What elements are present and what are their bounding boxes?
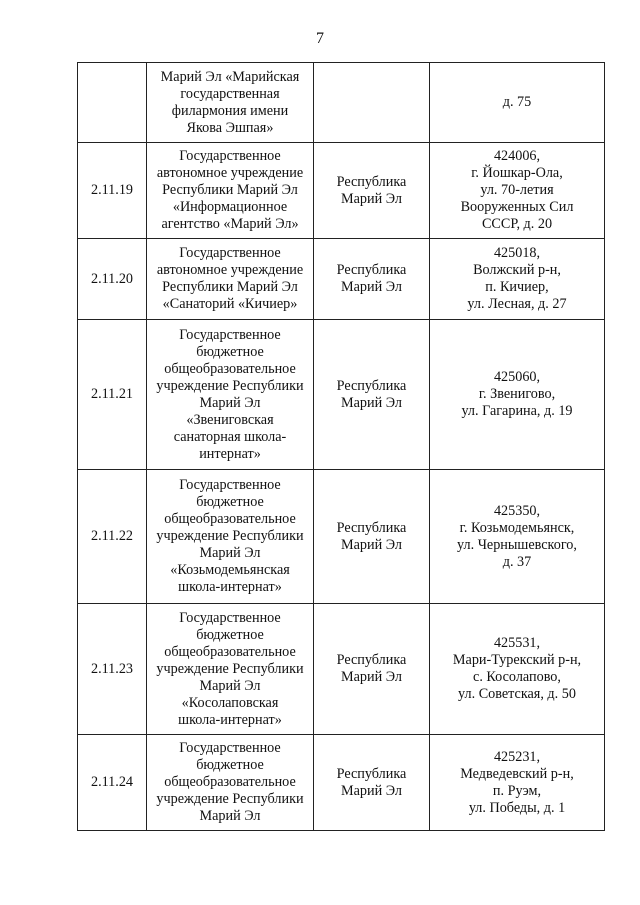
address-line: г. Козьмодемьянск, — [459, 519, 575, 536]
organization-name-cell — [147, 320, 314, 470]
organization-name-line: учреждение Республики — [156, 660, 304, 677]
region-line: Республика — [336, 652, 407, 668]
region-line: Марий Эл — [341, 669, 402, 685]
organization-name-line: общеобразовательное — [164, 774, 296, 790]
organization-name-line: школа-интернат» — [178, 579, 282, 595]
region-cell — [314, 470, 430, 604]
address-line: 425060, — [493, 369, 541, 385]
table-row — [78, 143, 605, 239]
address-line: г. Йошкар-Ола, — [471, 165, 563, 181]
row-number: 2.11.23 — [90, 660, 134, 677]
organization-name-cell — [147, 604, 314, 735]
region-cell — [314, 735, 430, 831]
row-number: 2.11.21 — [90, 386, 134, 402]
address-line: 425231, — [493, 748, 541, 765]
table-row — [78, 470, 605, 604]
organization-name-line: санаторная школа- — [173, 428, 287, 445]
organization-name-line: автономное учреждение — [156, 262, 304, 278]
address-line: Волжский р-н, — [473, 262, 561, 278]
region-line: Марий Эл — [341, 279, 402, 295]
organization-name-line: Якова Эшпая» — [186, 119, 274, 136]
organization-name-line: бюджетное — [196, 494, 264, 510]
organization-name-cell — [147, 239, 314, 320]
organization-name-line: учреждение Республики — [156, 791, 304, 807]
region-line: Марий Эл — [341, 394, 402, 411]
row-number: 2.11.20 — [90, 270, 134, 287]
address-line: п. Кичиер, — [485, 279, 549, 295]
organization-name-line: автономное учреждение — [156, 165, 304, 181]
table-row — [78, 735, 605, 831]
organization-name-line: «Информационное — [172, 199, 288, 215]
row-number-cell — [78, 63, 147, 143]
organization-name-cell — [147, 735, 314, 831]
row-number: 2.11.24 — [90, 774, 134, 790]
table-row — [78, 320, 605, 470]
organization-name-line: учреждение Республики — [156, 528, 304, 544]
region-cell — [314, 239, 430, 320]
address-cell — [430, 470, 605, 604]
region-cell — [314, 320, 430, 470]
row-number-cell — [78, 735, 147, 831]
address-line: ул. 70-летия — [480, 182, 554, 198]
organization-name-cell — [147, 143, 314, 239]
address-line: 424006, — [493, 148, 541, 164]
region-line: Республика — [336, 377, 407, 394]
organization-name-line: интернат» — [199, 445, 261, 462]
address-line: ул. Чернышевского, — [457, 536, 577, 553]
address-cell — [430, 143, 605, 239]
region-line: Марий Эл — [341, 190, 402, 207]
address-line: Медведевский р-н, — [460, 765, 574, 782]
organization-name-line: Марий Эл — [199, 677, 261, 694]
organization-name-line: Государственное — [179, 477, 281, 493]
organization-name-line: общеобразовательное — [164, 511, 296, 527]
table-body — [78, 63, 605, 831]
row-number-cell — [78, 239, 147, 320]
table-row — [78, 239, 605, 320]
row-number: 2.11.22 — [90, 528, 134, 544]
organization-name-line: Государственное — [179, 245, 281, 261]
organization-name-line: Марий Эл — [199, 394, 261, 411]
organization-name-cell — [147, 63, 314, 143]
address-line: ул. Гагарина, д. 19 — [461, 403, 573, 419]
organization-name-line: бюджетное — [196, 343, 264, 360]
address-line: Мари-Турекский р-н, — [452, 652, 582, 668]
table-row — [78, 63, 605, 143]
region-line: Республика — [336, 173, 407, 190]
region-line: Республика — [336, 519, 407, 536]
region-line: Республика — [336, 765, 407, 782]
organization-name-line: бюджетное — [196, 757, 264, 773]
address-line: 425531, — [493, 635, 541, 651]
table-row — [78, 604, 605, 735]
address-line: д. 75 — [502, 94, 532, 110]
address-cell — [430, 604, 605, 735]
address-line: п. Руэм, — [492, 782, 542, 799]
row-number-cell — [78, 604, 147, 735]
organization-name-line: государственная — [180, 85, 280, 102]
organization-name-line: Государственное — [179, 148, 281, 164]
organization-name-line: общеобразовательное — [164, 360, 296, 377]
address-line: ул. Победы, д. 1 — [468, 799, 566, 816]
page-number: 7 — [316, 30, 324, 47]
address-cell — [430, 63, 605, 143]
organization-name-line: «Санаторий «Кичиер» — [162, 296, 298, 312]
organization-name-line: «Косолаповская — [181, 694, 279, 711]
region-line: Марий Эл — [341, 536, 402, 553]
address-line: ул. Лесная, д. 27 — [467, 296, 567, 312]
address-line: Вооруженных Сил — [460, 199, 574, 215]
organization-name-line: филармония имени — [171, 102, 289, 119]
address-line: 425350, — [493, 502, 541, 519]
organization-name-line: Республики Марий Эл — [162, 182, 298, 198]
organization-name-line: учреждение Республики — [156, 377, 304, 394]
address-line: с. Косолапово, — [473, 669, 561, 685]
address-cell — [430, 239, 605, 320]
organization-name-line: школа-интернат» — [178, 711, 282, 728]
address-line: СССР, д. 20 — [481, 216, 553, 232]
organization-name-line: Государственное — [179, 740, 281, 756]
row-number-cell — [78, 143, 147, 239]
organization-name-line: агентство «Марий Эл» — [161, 216, 299, 232]
organization-name-line: «Звениговская — [186, 411, 274, 428]
address-cell — [430, 320, 605, 470]
organization-name-line: бюджетное — [196, 626, 264, 643]
row-number-cell — [78, 320, 147, 470]
address-line: 425018, — [493, 245, 541, 261]
row-number-cell — [78, 470, 147, 604]
organization-name-line: Марий Эл — [199, 545, 261, 561]
address-line: д. 37 — [502, 553, 532, 570]
organization-name-line: Государственное — [179, 326, 281, 343]
organization-name-line: Марий Эл — [199, 808, 261, 824]
region-cell — [314, 143, 430, 239]
region-cell — [314, 63, 430, 143]
organization-name-line: Республики Марий Эл — [162, 279, 298, 295]
region-line: Республика — [336, 262, 407, 278]
organizations-table — [77, 62, 605, 831]
row-number: 2.11.19 — [90, 182, 134, 198]
address-line: г. Звенигово, — [478, 386, 556, 402]
address-line: ул. Советская, д. 50 — [458, 686, 576, 702]
address-cell — [430, 735, 605, 831]
region-cell — [314, 604, 430, 735]
organization-name-line: «Козьмодемьянская — [170, 562, 290, 578]
organization-name-line: Государственное — [179, 609, 281, 626]
organization-name-cell — [147, 470, 314, 604]
region-line: Марий Эл — [341, 782, 402, 799]
organization-name-line: Марий Эл «Марийская — [160, 68, 300, 85]
organization-name-line: общеобразовательное — [164, 643, 296, 660]
